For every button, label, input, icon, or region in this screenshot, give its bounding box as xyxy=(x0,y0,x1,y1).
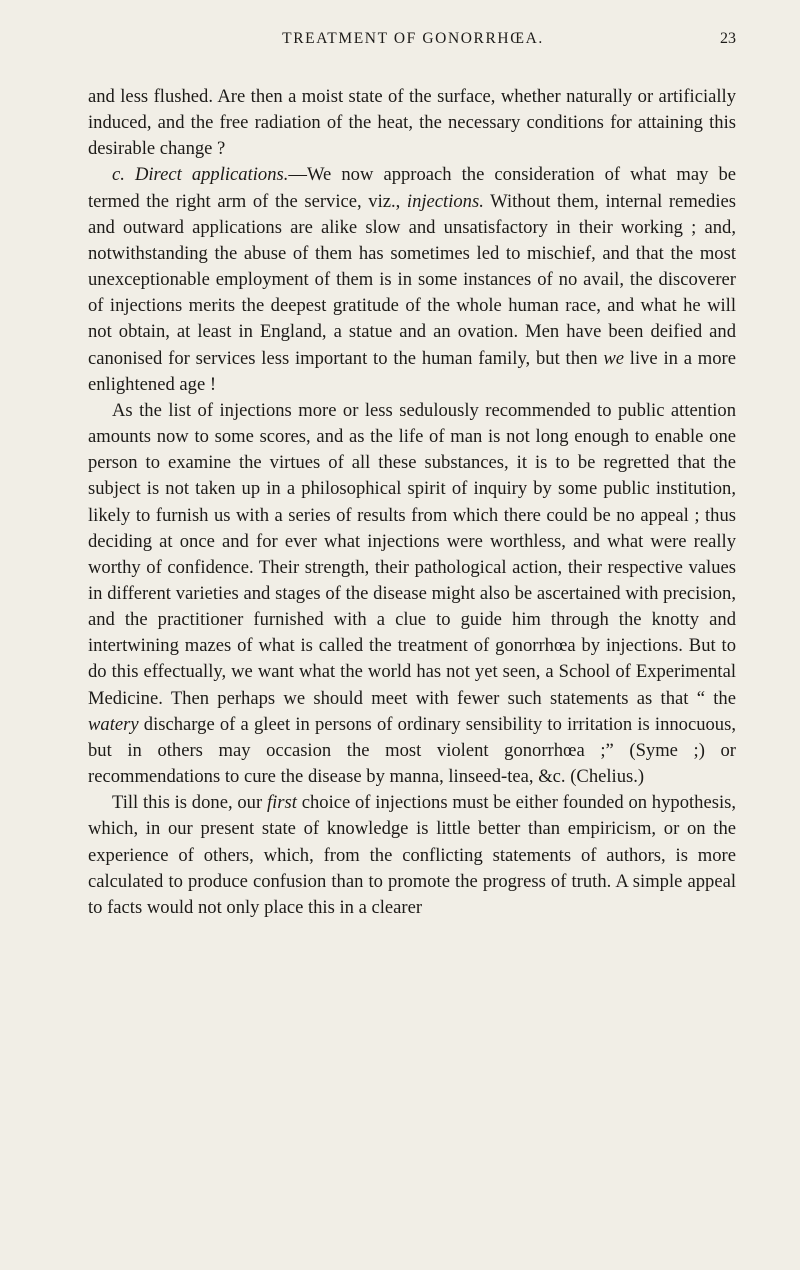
paragraph-1: and less flushed. Are then a moist state of the surface, whether naturally or artificially induced, and the free radiation of the heat, the necessary conditions for attaining this desirable change ? xyxy=(88,86,736,160)
paragraph-3-emphasis-1: watery xyxy=(88,713,139,735)
body-text xyxy=(88,84,736,921)
paragraph-2-emphasis-1: injections. xyxy=(406,190,484,212)
paragraph-2-text-2: Without them, internal remedies and outward applications are alike slow and unsatisfactory in their working ; and, notwithstanding the abuse of them has sometimes led to mischief, and that the most unexceptionable employment of them is in some instances of no avail, the discoverer of injections merits the deepest gratitude of the whole human race, and what he will not obtain, at least in England, a statue and an ovation. Men have been deified and canonised for services less important to the human family, but then xyxy=(88,190,736,369)
paragraph-4-emphasis-1: first xyxy=(266,792,297,814)
running-title: TREATMENT OF GONORRHŒA. xyxy=(282,30,544,47)
paragraph-4-text-2: choice of injections must be either founded on hypothesis, which, in our present state of knowledge is little better than empiricism, or on the experience of others, which, from the conflicting statements of authors, is more calculated to produce confusion than to promote the progress of truth. A simple appeal to facts would not only place this in a clearer xyxy=(88,792,737,918)
paragraph-2-emphasis-2: we xyxy=(603,347,625,369)
paragraph-2 xyxy=(88,162,736,397)
paragraph-3-text-2: discharge of a gleet in persons of ordinary sensibility to irritation is innocuous, but in others may occasion the most violent gonorrhœa ;” (Syme ;) or recommendations to cure the disease by manna, linseed-tea, &c. (Chelius.) xyxy=(88,713,736,788)
paragraph-3 xyxy=(88,398,736,790)
paragraph-3-text-1: As the list of injections more or less sedulously recommended to public attention amounts now to some scores, and as the life of man is not long enough to enable one person to examine the virtues of all these substances, it is to be regretted that the subject is not taken up in a philosophical spirit of inquiry by some public institution, likely to furnish us with a series of results from which there could be no appeal ; thus deciding at once and for ever what injections were worthless, and what were really worthy of confidence. Their strength, their pathological action, their respective values in different varieties and stages of the disease might also be ascertained with precision, and the practitioner furnished with a clue to guide him through the knotty and intertwining mazes of what is called the treatment of gonorrhœa by injections. But to do this effectually, we want what the world has not yet seen, a School of Experimental Medicine. Then perhaps we should meet with fewer such statements as that “ the xyxy=(88,399,736,709)
paragraph-2-text-1: —We now approach the consideration of what may be termed the right arm of the service, viz., xyxy=(88,164,736,212)
page-number: 23 xyxy=(720,30,736,47)
paragraph-4-text-1: Till this is done, our xyxy=(112,792,267,814)
paragraph-4 xyxy=(88,790,736,921)
running-head xyxy=(90,30,736,54)
paragraph-2-text-3: live in a more enlightened age ! xyxy=(88,347,736,395)
section-label: c. Direct applications. xyxy=(112,164,289,186)
